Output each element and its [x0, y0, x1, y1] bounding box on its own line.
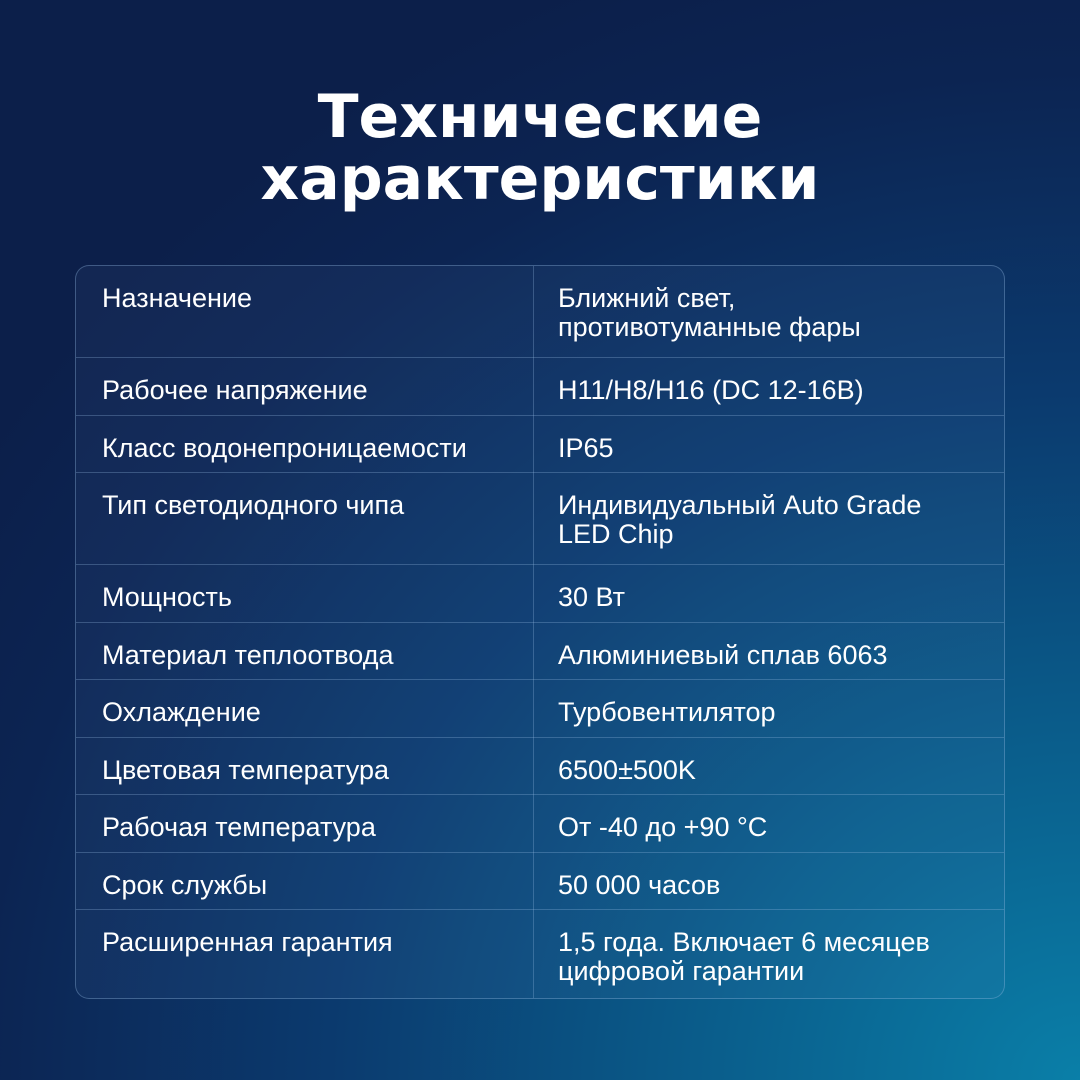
spec-value-line: Алюминиевый сплав 6063: [558, 640, 888, 670]
spec-value: [558, 853, 978, 900]
spec-label: Мощность: [102, 582, 232, 612]
spec-label: Охлаждение: [102, 697, 261, 727]
spec-value: [558, 416, 978, 463]
spec-value: [558, 565, 978, 612]
spec-row-lifetime: [76, 853, 1004, 910]
page-title-line-2: характеристики: [260, 144, 820, 214]
spec-value-line: 1,5 года. Включает 6 месяцев: [558, 927, 930, 957]
spec-value: [558, 680, 978, 727]
spec-value-line: цифровой гарантии: [558, 956, 805, 986]
spec-label: Расширенная гарантия: [102, 927, 393, 957]
spec-table: [75, 265, 1005, 999]
spec-value-line: Ближний свет,: [558, 283, 736, 313]
spec-row-purpose: [76, 266, 1004, 358]
spec-label: Цветовая температура: [102, 755, 390, 785]
spec-label: Рабочая температура: [102, 812, 376, 842]
page-title-line-1: Технические: [317, 82, 763, 152]
spec-value-line: Турбовентилятор: [558, 697, 776, 727]
spec-row-waterproof: [76, 416, 1004, 473]
spec-label: Материал теплоотвода: [102, 640, 394, 670]
spec-value-line: 50 000 часов: [558, 870, 721, 900]
spec-row-color-temperature: [76, 738, 1004, 795]
spec-value-line: 30 Вт: [558, 582, 626, 612]
spec-value: [558, 358, 978, 405]
spec-label: Тип светодиодного чипа: [102, 490, 405, 520]
spec-label: Срок службы: [102, 870, 268, 900]
spec-value-line: IP65: [558, 433, 614, 463]
spec-value: [558, 738, 978, 785]
spec-row-operating-temperature: [76, 795, 1004, 853]
spec-row-chip-type: [76, 473, 1004, 565]
spec-value-line: LED Chip: [558, 519, 674, 549]
spec-value-line: H11/H8/H16 (DC 12-16В): [558, 375, 864, 405]
spec-value-line: От -40 до +90 °C: [558, 812, 768, 842]
page-title: [0, 82, 1080, 214]
spec-value-line: Индивидуальный Auto Grade: [558, 490, 922, 520]
spec-value: [558, 473, 978, 549]
spec-value: [558, 910, 978, 986]
spec-label: Рабочее напряжение: [102, 375, 368, 405]
spec-row-cooling: [76, 680, 1004, 738]
spec-label: Назначение: [102, 283, 253, 313]
spec-row-power: [76, 565, 1004, 623]
spec-row-heatsink: [76, 623, 1004, 680]
spec-row-voltage: [76, 358, 1004, 416]
spec-row-warranty: [76, 910, 1004, 999]
spec-value-line: 6500±500K: [558, 755, 696, 785]
spec-value: [558, 795, 978, 842]
spec-value-line: противотуманные фары: [558, 312, 861, 342]
spec-label: Класс водонепроницаемости: [102, 433, 467, 463]
spec-value: [558, 623, 978, 670]
spec-value: [558, 266, 978, 342]
